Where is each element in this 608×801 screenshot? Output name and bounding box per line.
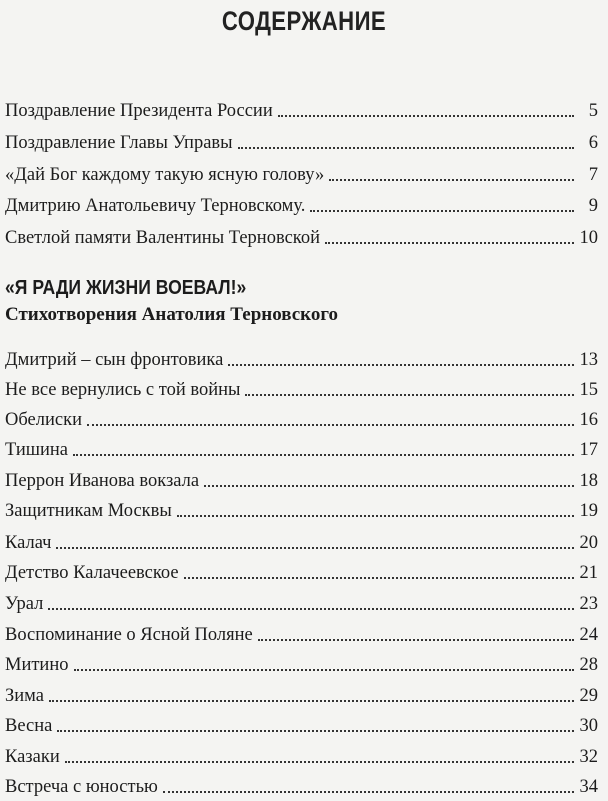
toc-entry-page: 20 xyxy=(579,533,598,553)
toc-entry-title: Не все вернулись с той войны xyxy=(5,380,241,400)
toc-entry-title: Поздравление Президента России xyxy=(5,101,273,121)
toc-entry[interactable] xyxy=(5,377,598,401)
toc-entry-page: 28 xyxy=(579,655,598,675)
toc-entry[interactable] xyxy=(5,437,598,461)
toc-entry-title: Калач xyxy=(5,533,52,553)
toc-entry-title: Защитникам Москвы xyxy=(5,501,172,521)
toc-entry-title: Весна xyxy=(5,716,53,736)
toc-entry-title: «Дай Бог каждому такую ясную голову» xyxy=(5,165,325,185)
toc-entry-page: 10 xyxy=(579,228,598,248)
toc-entry[interactable] xyxy=(5,98,598,122)
toc-entry[interactable] xyxy=(5,774,598,798)
dot-leader xyxy=(74,669,575,671)
toc-entry-title: Светлой памяти Валентины Терновской xyxy=(5,228,320,248)
toc-entry-page: 30 xyxy=(579,716,598,736)
toc-entry-page: 23 xyxy=(579,594,598,614)
dot-leader xyxy=(177,515,574,517)
toc-entry-page: 18 xyxy=(579,471,598,491)
toc-entry-page: 21 xyxy=(579,563,598,583)
section-subtitle: Стихотворения Анатолия Терновского xyxy=(5,304,339,325)
toc-entry-title: Казаки xyxy=(5,747,60,767)
toc-entry-page: 34 xyxy=(579,777,598,797)
toc-entry[interactable] xyxy=(5,560,598,584)
dot-leader xyxy=(278,115,574,117)
toc-entry-page: 16 xyxy=(579,410,598,430)
toc-entry-page: 7 xyxy=(588,165,598,185)
dot-leader xyxy=(204,485,574,487)
toc-entry-page: 17 xyxy=(579,440,598,460)
toc-entry-title: Митино xyxy=(5,655,69,675)
toc-entry-page: 6 xyxy=(588,133,598,153)
dot-leader xyxy=(163,791,574,793)
section-title: «Я РАДИ ЖИЗНИ ВОЕВАЛ!» xyxy=(5,277,247,299)
toc-entry[interactable] xyxy=(5,130,598,154)
toc-entry-page: 32 xyxy=(579,747,598,767)
dot-leader xyxy=(184,577,574,579)
toc-entry[interactable] xyxy=(5,652,598,676)
dot-leader xyxy=(258,639,574,641)
toc-entry[interactable] xyxy=(5,622,598,646)
dot-leader xyxy=(228,364,574,366)
dot-leader xyxy=(238,147,574,149)
toc-entry[interactable] xyxy=(5,591,598,615)
toc-entry[interactable] xyxy=(5,407,598,431)
toc-entry-title: Воспоминание о Ясной Поляне xyxy=(5,625,253,645)
toc-entry-title: Зима xyxy=(5,686,44,706)
toc-entry[interactable] xyxy=(5,225,598,249)
dot-leader xyxy=(87,424,574,426)
toc-entry-title: Тишина xyxy=(5,440,68,460)
toc-entry-title: Поздравление Главы Управы xyxy=(5,133,233,153)
toc-entry-page: 13 xyxy=(579,350,598,370)
dot-leader xyxy=(329,179,574,181)
toc-entry-page: 29 xyxy=(579,686,598,706)
toc-entry[interactable] xyxy=(5,347,598,371)
page-title: СОДЕРЖАНИЕ xyxy=(221,6,387,36)
toc-entry-page: 9 xyxy=(588,196,598,216)
dot-leader xyxy=(57,730,574,732)
toc-entry[interactable] xyxy=(5,498,598,522)
dot-leader xyxy=(56,547,574,549)
toc-entry-title: Детство Калачеевское xyxy=(5,563,179,583)
toc-entry-title: Встреча с юностью xyxy=(5,777,158,797)
toc-entry-page: 24 xyxy=(579,625,598,645)
toc-entry[interactable] xyxy=(5,530,598,554)
toc-entry-title: Обелиски xyxy=(5,410,82,430)
toc-entry[interactable] xyxy=(5,193,598,217)
dot-leader xyxy=(245,394,574,396)
dot-leader xyxy=(65,761,574,763)
toc-entry-title: Дмитрий – сын фронтовика xyxy=(5,350,224,370)
toc-entry-title: Урал xyxy=(5,594,44,614)
toc-entry-page: 5 xyxy=(588,101,598,121)
dot-leader xyxy=(73,454,574,456)
dot-leader xyxy=(310,210,574,212)
toc-entry[interactable] xyxy=(5,162,598,186)
dot-leader xyxy=(325,242,574,244)
toc-entry[interactable] xyxy=(5,683,598,707)
toc-entry-title: Перрон Иванова вокзала xyxy=(5,471,200,491)
toc-entry[interactable] xyxy=(5,468,598,492)
dot-leader xyxy=(48,608,574,610)
toc-entry-title: Дмитрию Анатольевичу Терновскому. xyxy=(5,196,306,216)
dot-leader xyxy=(49,700,574,702)
toc-entry[interactable] xyxy=(5,713,598,737)
toc-entry-page: 19 xyxy=(579,501,598,521)
toc-entry-page: 15 xyxy=(579,380,598,400)
toc-entry[interactable] xyxy=(5,744,598,768)
